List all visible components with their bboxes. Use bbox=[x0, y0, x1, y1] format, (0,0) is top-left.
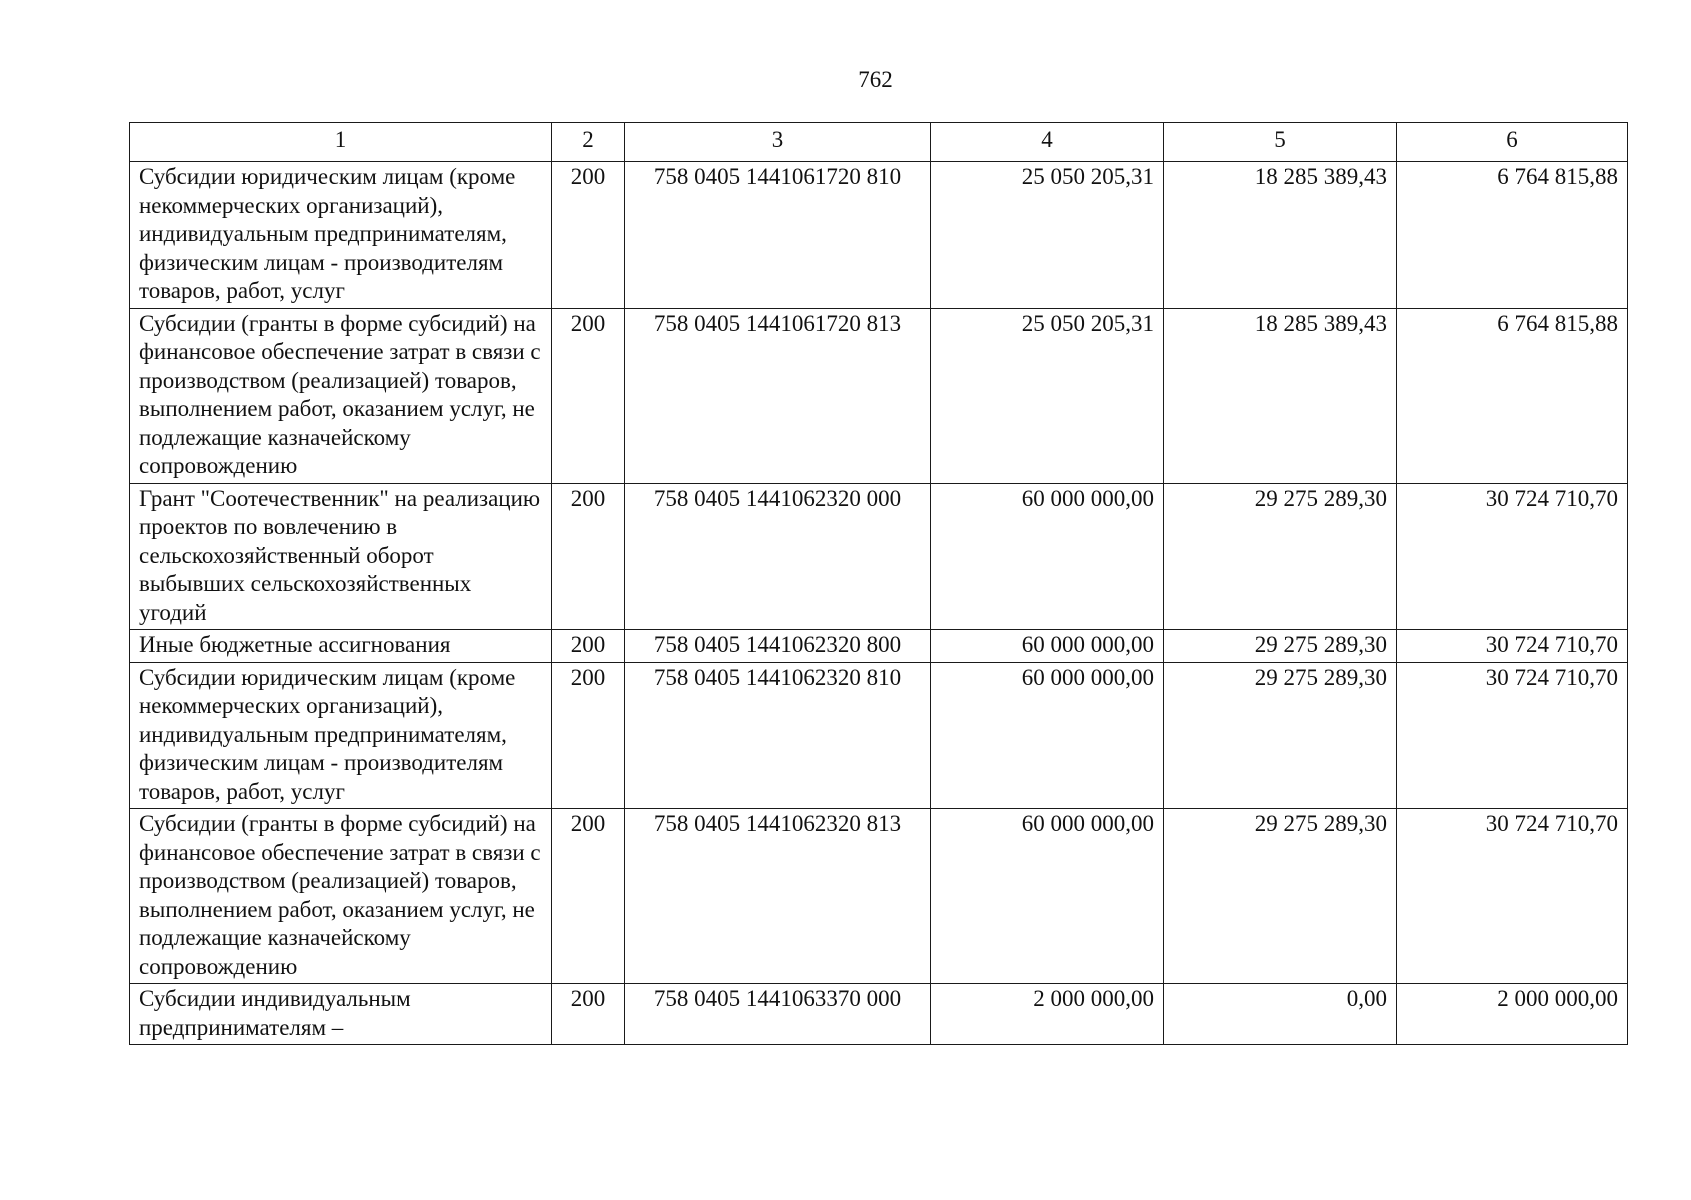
row-executed: 0,00 bbox=[1164, 984, 1397, 1045]
header-col-3: 3 bbox=[625, 123, 931, 162]
row-remainder: 30 724 710,70 bbox=[1397, 483, 1628, 630]
row-code: 200 bbox=[552, 662, 625, 809]
row-plan: 60 000 000,00 bbox=[931, 630, 1164, 663]
row-remainder: 30 724 710,70 bbox=[1397, 630, 1628, 663]
row-remainder: 6 764 815,88 bbox=[1397, 162, 1628, 309]
row-executed: 29 275 289,30 bbox=[1164, 630, 1397, 663]
row-name: Субсидии юридическим лицам (кроме некоммерческих организаций), индивидуальным предпринимателям, физическим лицам - производителям товаров, работ, услуг bbox=[130, 162, 552, 309]
row-remainder: 30 724 710,70 bbox=[1397, 662, 1628, 809]
row-name: Субсидии индивидуальным предпринимателям – bbox=[130, 984, 552, 1045]
table-row bbox=[130, 630, 1628, 663]
table-row bbox=[130, 809, 1628, 984]
header-col-1: 1 bbox=[130, 123, 552, 162]
row-code: 200 bbox=[552, 308, 625, 483]
row-code: 200 bbox=[552, 809, 625, 984]
row-plan: 60 000 000,00 bbox=[931, 483, 1164, 630]
row-plan: 60 000 000,00 bbox=[931, 809, 1164, 984]
row-remainder: 2 000 000,00 bbox=[1397, 984, 1628, 1045]
row-executed: 29 275 289,30 bbox=[1164, 662, 1397, 809]
row-executed: 18 285 389,43 bbox=[1164, 162, 1397, 309]
table-row bbox=[130, 308, 1628, 483]
row-remainder: 6 764 815,88 bbox=[1397, 308, 1628, 483]
row-name: Иные бюджетные ассигнования bbox=[130, 630, 552, 663]
header-col-5: 5 bbox=[1164, 123, 1397, 162]
row-plan: 2 000 000,00 bbox=[931, 984, 1164, 1045]
row-classification: 758 0405 1441061720 810 bbox=[625, 162, 931, 309]
table-row bbox=[130, 162, 1628, 309]
row-executed: 29 275 289,30 bbox=[1164, 809, 1397, 984]
row-classification: 758 0405 1441062320 810 bbox=[625, 662, 931, 809]
row-name: Субсидии (гранты в форме субсидий) на финансовое обеспечение затрат в связи с производством (реализацией) товаров, выполнением работ, оказанием услуг, не подлежащие казначейскому сопровождению bbox=[130, 308, 552, 483]
row-classification: 758 0405 1441063370 000 bbox=[625, 984, 931, 1045]
header-col-2: 2 bbox=[552, 123, 625, 162]
row-executed: 29 275 289,30 bbox=[1164, 483, 1397, 630]
row-plan: 60 000 000,00 bbox=[931, 662, 1164, 809]
row-code: 200 bbox=[552, 630, 625, 663]
row-plan: 25 050 205,31 bbox=[931, 162, 1164, 309]
row-remainder: 30 724 710,70 bbox=[1397, 809, 1628, 984]
row-code: 200 bbox=[552, 483, 625, 630]
row-name: Грант "Соотечественник" на реализацию проектов по вовлечению в сельскохозяйственный оборот выбывших сельскохозяйственных угодий bbox=[130, 483, 552, 630]
row-code: 200 bbox=[552, 162, 625, 309]
table-row bbox=[130, 483, 1628, 630]
row-classification: 758 0405 1441061720 813 bbox=[625, 308, 931, 483]
row-code: 200 bbox=[552, 984, 625, 1045]
row-plan: 25 050 205,31 bbox=[931, 308, 1164, 483]
page-number: 762 bbox=[858, 67, 893, 92]
row-classification: 758 0405 1441062320 000 bbox=[625, 483, 931, 630]
row-name: Субсидии (гранты в форме субсидий) на финансовое обеспечение затрат в связи с производством (реализацией) товаров, выполнением работ, оказанием услуг, не подлежащие казначейскому сопровождению bbox=[130, 809, 552, 984]
row-name: Субсидии юридическим лицам (кроме некоммерческих организаций), индивидуальным предпринимателям, физическим лицам - производителям товаров, работ, услуг bbox=[130, 662, 552, 809]
table-row bbox=[130, 984, 1628, 1045]
row-classification: 758 0405 1441062320 800 bbox=[625, 630, 931, 663]
table-row bbox=[130, 662, 1628, 809]
header-col-6: 6 bbox=[1397, 123, 1628, 162]
row-classification: 758 0405 1441062320 813 bbox=[625, 809, 931, 984]
row-executed: 18 285 389,43 bbox=[1164, 308, 1397, 483]
table-header-row bbox=[130, 123, 1628, 162]
header-col-4: 4 bbox=[931, 123, 1164, 162]
budget-table bbox=[129, 122, 1628, 1045]
